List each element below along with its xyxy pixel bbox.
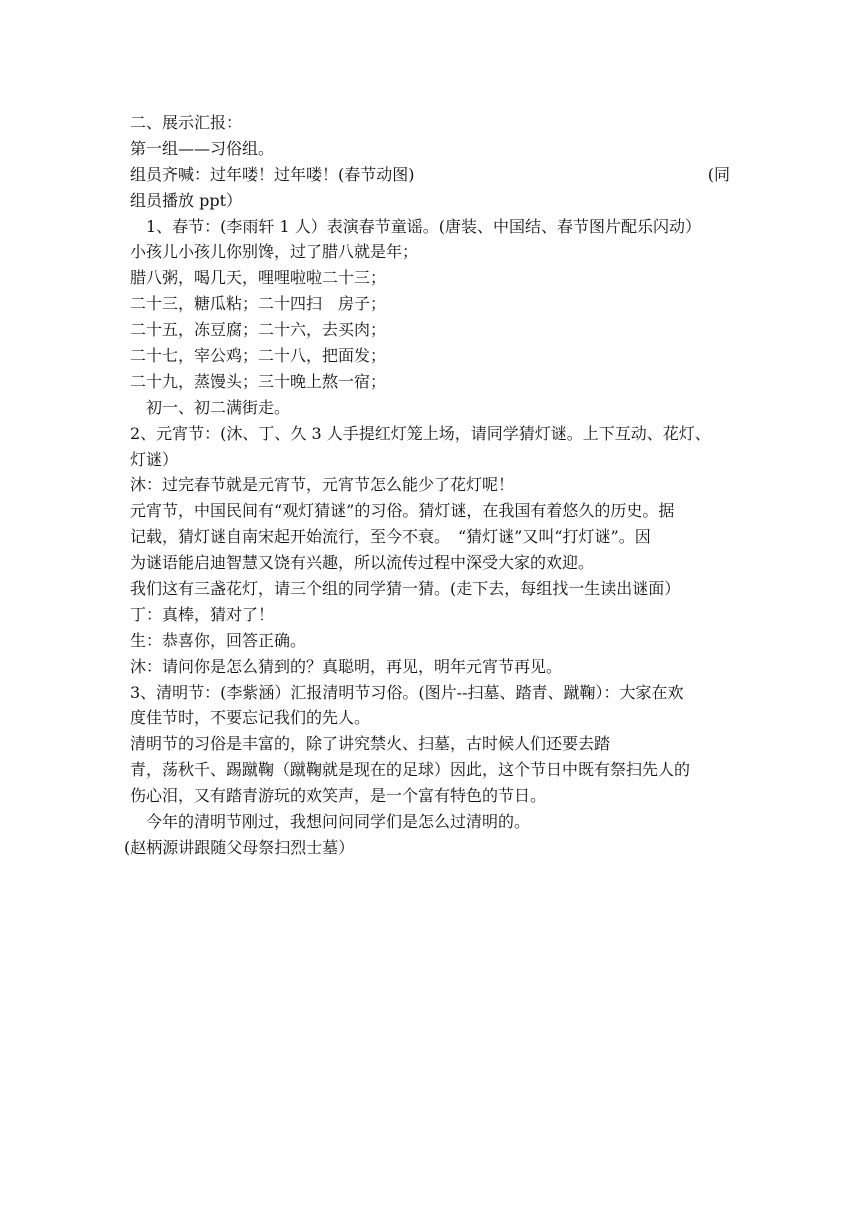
rhyme-line: 腊八粥，喝几天，哩哩啦啦二十三；	[130, 268, 387, 288]
dialogue-line: 沐：请问你是怎么猜到的？真聪明，再见，明年元宵节再见。	[130, 656, 563, 676]
text-line: 我们这有三盏花灯，请三个组的同学猜一猜。(走下去，每组找一生读出谜面）	[130, 579, 681, 599]
text-line: 清明节的习俗是丰富的，除了讲究禁火、扫墓，古时候人们还要去踏	[130, 734, 611, 754]
dialogue-line: 生：恭喜你，回答正确。	[130, 630, 307, 650]
item-spring-festival: 1、春节：(李雨轩 1 人）表演春节童谣。(唐装、中国结、春节图片配乐闪动）	[146, 216, 702, 236]
text-line: 为谜语能启迪智慧又饶有兴趣，所以流传过程中深受大家的欢迎。	[130, 553, 595, 573]
text-line	[130, 162, 730, 188]
document-body	[124, 110, 730, 861]
text-line: 今年的清明节刚过，我想问问同学们是怎么过清明的。	[146, 812, 531, 832]
text-line: 元宵节，中国民间有“观灯猜谜”的习俗。猜灯谜，在我国有着悠久的历史。据	[130, 501, 675, 521]
rhyme-line: 小孩儿小孩儿你别馋，过了腊八就是年；	[130, 242, 419, 262]
rhyme-line: 初一、初二满街走。	[146, 397, 291, 417]
rhyme-line: 二十七，宰公鸡；二十八，把面发；	[130, 346, 387, 366]
text-line: 青，荡秋千、踢蹴鞠（蹴鞠就是现在的足球）因此，这个节日中既有祭扫先人的	[130, 760, 691, 780]
dialogue-line: 丁：真棒，猜对了！	[130, 604, 275, 624]
dialogue-line: 沐：过完春节就是元宵节，元宵节怎么能少了花灯呢！	[130, 475, 515, 495]
text-line: 记载，猜灯谜自南宋起开始流行，至今不衰。 “猜灯谜”又叫“打灯谜”。因	[130, 527, 651, 547]
text-line: 度佳节时，不要忘记我们的先人。	[130, 708, 371, 728]
group-title: 第一组——习俗组。	[130, 138, 275, 158]
section-heading: 二、展示汇报：	[130, 113, 243, 132]
text-line-left: 组员齐喊：过年喽！过年喽！(春节动图)	[130, 164, 415, 184]
rhyme-line: 二十九，蒸馒头；三十晚上熬一宿；	[130, 371, 387, 391]
text-line: 灯谜）	[130, 449, 179, 469]
item-lantern-festival: 2、元宵节：(沐、丁、久 3 人手提红灯笼上场，请同学猜灯谜。上下互动、花灯、	[130, 423, 711, 443]
text-line: 伤心泪，又有踏青游玩的欢笑声，是一个富有特色的节日。	[130, 786, 547, 806]
text-line-right: (同	[707, 164, 730, 184]
text-line: 组员播放 ppt）	[130, 190, 243, 210]
rhyme-line: 二十五，冻豆腐；二十六，去买肉；	[130, 320, 387, 340]
item-qingming-festival: 3、清明节：(李紫涵）汇报清明节习俗。(图片--扫墓、踏青、蹴鞠）：大家在欢	[130, 682, 684, 702]
text-line: (赵柄源讲跟随父母祭扫烈士墓）	[124, 837, 355, 857]
rhyme-line: 二十三，糖瓜粘；二十四扫 房子；	[130, 294, 387, 314]
